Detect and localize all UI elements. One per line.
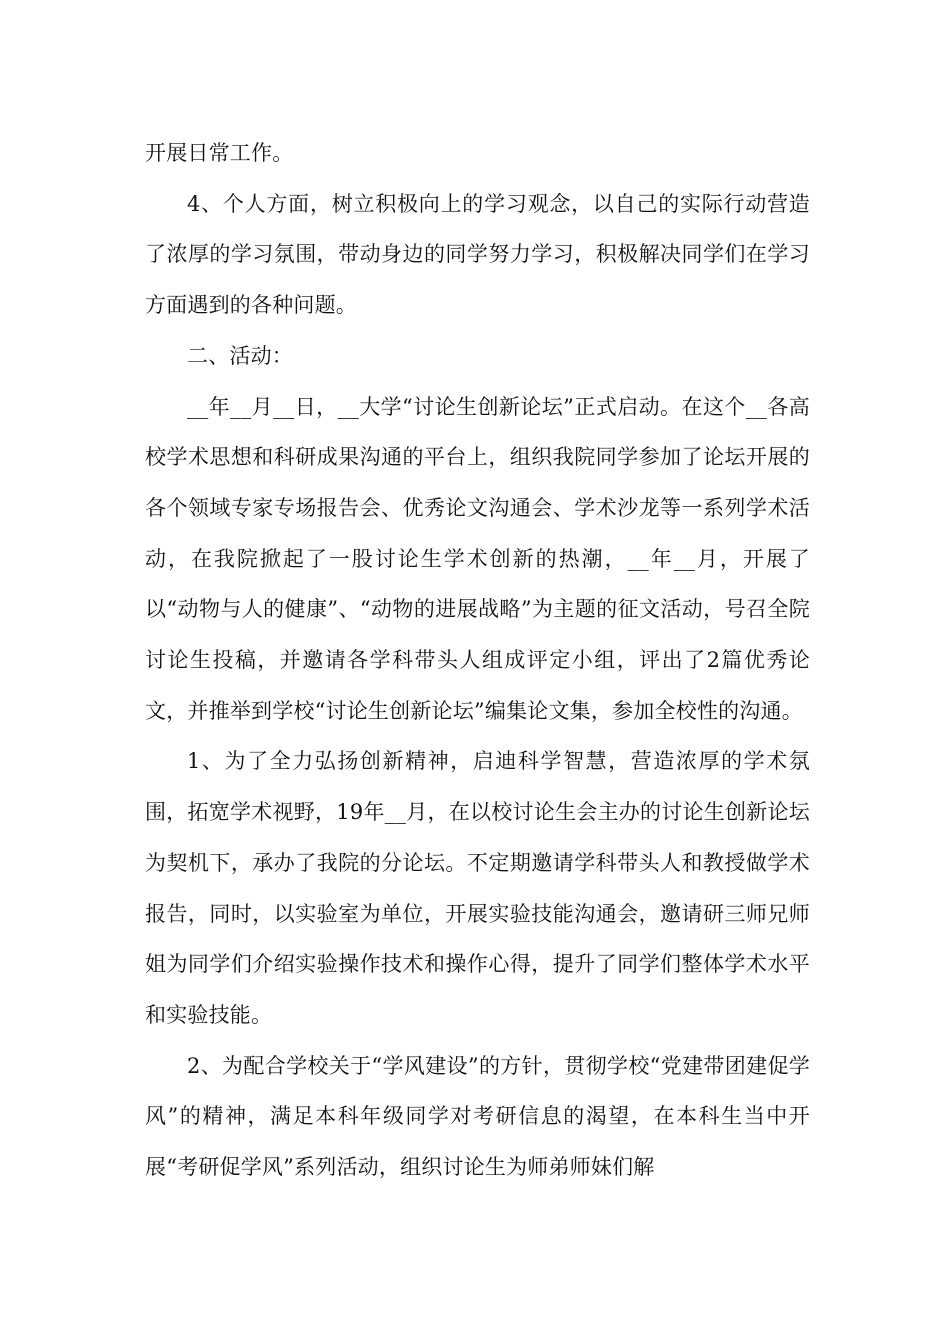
paragraph-item-4: 4、个人方面，树立积极向上的学习观念，以自己的实际行动营造了浓厚的学习氛围，带动身边的同学努力学习，积极解决同学们在学习方面遇到的各种问题。	[145, 191, 810, 318]
section-heading-activities: 二、活动：	[187, 343, 293, 368]
document-body	[145, 128, 810, 1193]
paragraph-continuation: 开展日常工作。	[145, 141, 294, 165]
paragraph-forum-launch: __年__月__日，__大学“讨论生创新论坛”正式启动。在这个__各高校学术思想和科研成果沟通的平台上，组织我院同学参加了论坛开展的各个领域专家专场报告会、优秀论文沟通会、学术沙龙等一系列学术活动，在我院掀起了一股讨论生学术创新的热潮，__年__月，开展了以“动物与人的健康”、“动物的进展战略”为主题的征文活动，号召全院讨论生投稿，并邀请各学科带头人组成评定小组，评出了2篇优秀论文，并推举到学校“讨论生创新论坛”编集论文集，参加全校性的沟通。	[145, 394, 810, 723]
paragraph-item-1: 1、为了全力弘扬创新精神，启迪科学智慧，营造浓厚的学术氛围，拓宽学术视野，19年__月，在以校讨论生会主办的讨论生创新论坛为契机下，承办了我院的分论坛。不定期邀请学科带头人和教授做学术报告，同时，以实验室为单位，开展实验技能沟通会，邀请研三师兄师姐为同学们介绍实验操作技术和操作心得，提升了同学们整体学术水平和实验技能。	[145, 749, 810, 1027]
paragraph-item-2: 2、为配合学校关于“学风建设”的方针，贯彻学校“党建带团建促学风”的精神，满足本科年级同学对考研信息的渴望，在本科生当中开展“考研促学风”系列活动，组织讨论生为师弟师妹们解	[145, 1053, 810, 1180]
